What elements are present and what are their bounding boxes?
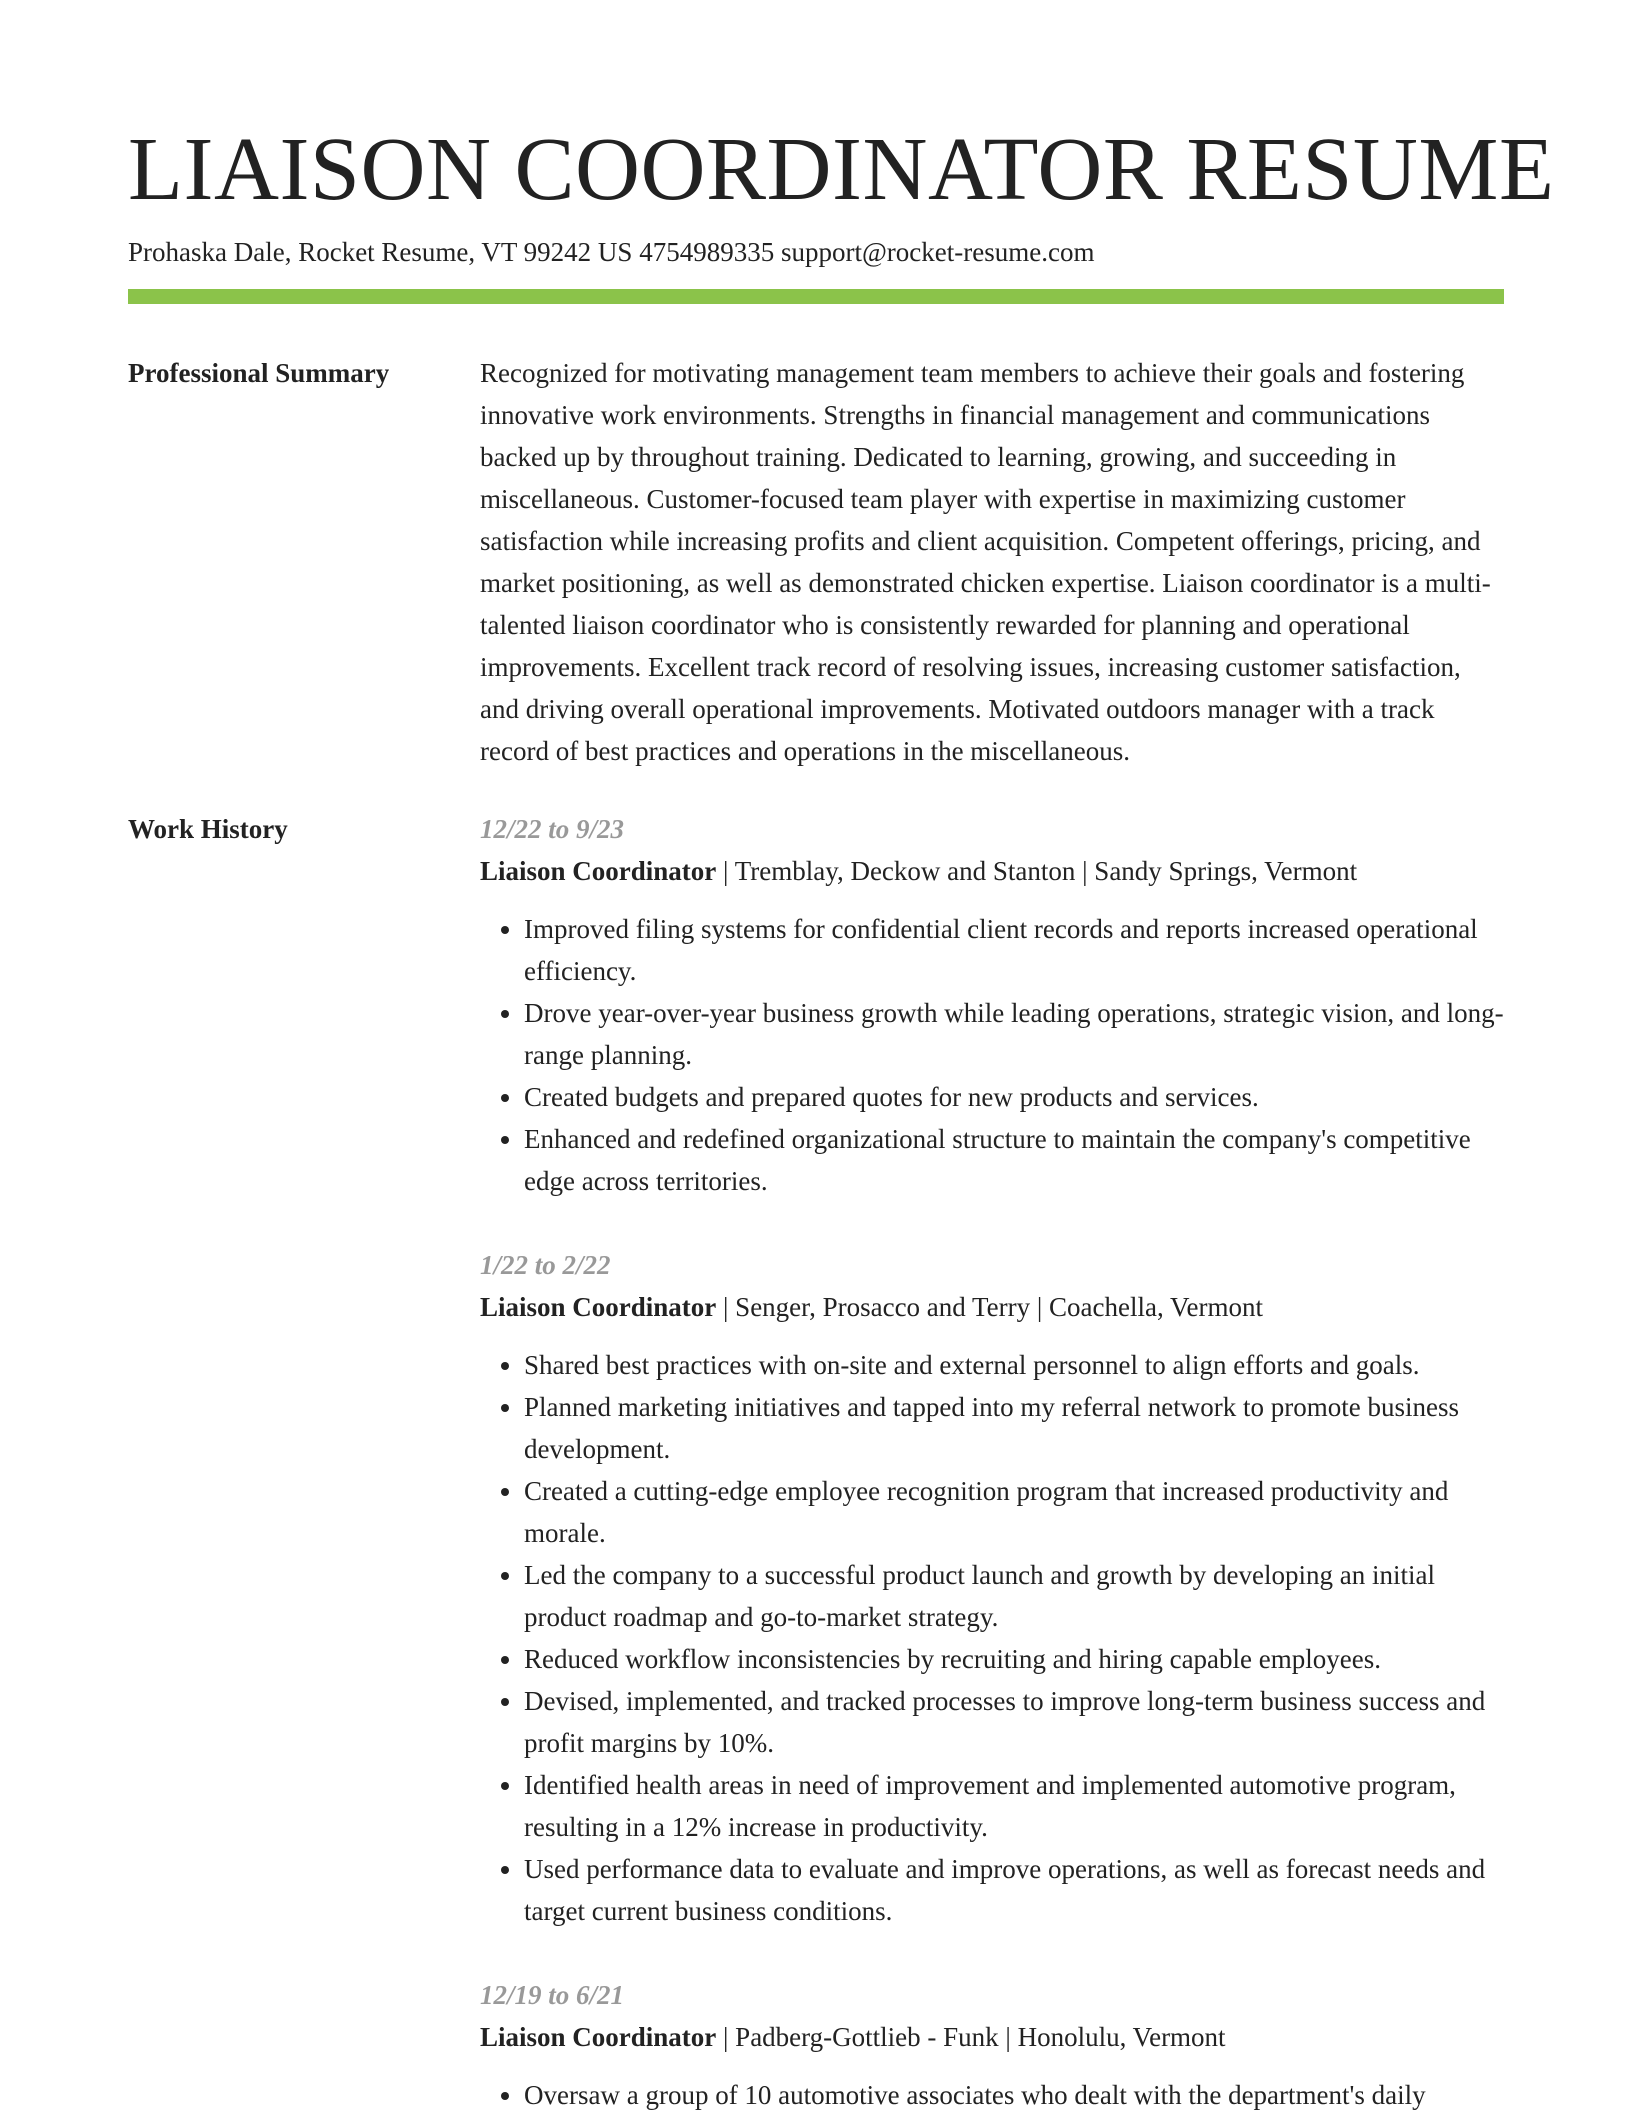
- job-bullet: • Used performance data to evaluate and improve operations, as well as forecast needs and target current business conditions.: [524, 1848, 1504, 1932]
- job-bullet: • Improved filing systems for confidential client records and reports increased operational efficiency.: [524, 908, 1504, 992]
- job-entry: [480, 1974, 1504, 2116]
- accent-rule: [128, 289, 1504, 304]
- resume-title: LIAISON COORDINATOR RESUME: [128, 120, 1555, 219]
- summary-label: Professional Summary: [128, 358, 390, 388]
- work-history-label: Work History: [128, 814, 288, 844]
- job-bullet: • Oversaw a group of 10 automotive associates who dealt with the department's daily: [524, 2074, 1504, 2116]
- job-bullets: [480, 1344, 1504, 1932]
- job-bullets: [480, 2074, 1504, 2116]
- job-employer-location: | Tremblay, Deckow and Stanton | Sandy Springs, Vermont: [716, 856, 1358, 886]
- job-bullets: [480, 908, 1504, 1202]
- job-title: Liaison Coordinator: [480, 2022, 717, 2052]
- job-bullet: • Enhanced and redefined organizational structure to maintain the company's competitive edge across territories.: [524, 1118, 1504, 1202]
- job-title: Liaison Coordinator: [480, 856, 717, 886]
- job-heading: [480, 850, 1504, 892]
- resume-page: [128, 118, 1555, 2116]
- contact-line: Prohaska Dale, Rocket Resume, VT 99242 US 4754989335 support@rocket-resume.com: [128, 237, 1095, 267]
- work-history-body: [480, 808, 1504, 2116]
- job-bullet: • Devised, implemented, and tracked processes to improve long-term business success and profit margins by 10%.: [524, 1680, 1504, 1764]
- job-bullet: • Shared best practices with on-site and external personnel to align efforts and goals.: [524, 1344, 1504, 1386]
- job-bullet: • Identified health areas in need of improvement and implemented automotive program, resulting in a 12% increase in productivity.: [524, 1764, 1504, 1848]
- job-heading: [480, 1286, 1504, 1328]
- job-heading: [480, 2016, 1504, 2058]
- summary-body: [480, 352, 1504, 772]
- job-dates: 12/22 to 9/23: [480, 814, 625, 844]
- job-employer-location: | Senger, Prosacco and Terry | Coachella, Vermont: [716, 1292, 1263, 1322]
- job-bullet: • Created a cutting-edge employee recognition program that increased productivity and morale.: [524, 1470, 1504, 1554]
- job-title: Liaison Coordinator: [480, 1292, 717, 1322]
- job-dates: 1/22 to 2/22: [480, 1250, 611, 1280]
- summary-text: Recognized for motivating management team members to achieve their goals and fostering innovative work environments. Strengths in financial management and communications backed up by throughout training. Dedicated to learning, growing, and succeeding in miscellaneous. Customer-focused team player with expertise in maximizing customer satisfaction while increasing profits and client acquisition. Competent offerings, pricing, and market positioning, as well as demonstrated chicken expertise. Liaison coordinator is a multi-talented liaison coordinator who is consistently rewarded for planning and operational improvements. Excellent track record of resolving issues, increasing customer satisfaction, and driving overall operational improvements. Motivated outdoors manager with a track record of best practices and operations in the miscellaneous.: [480, 358, 1491, 766]
- job-entry: [480, 808, 1504, 1202]
- summary-section: [128, 352, 1504, 772]
- job-bullet: • Created budgets and prepared quotes for new products and services.: [524, 1076, 1504, 1118]
- work-history-section: [128, 808, 1504, 2116]
- job-bullet: • Led the company to a successful product launch and growth by developing an initial product roadmap and go-to-market strategy.: [524, 1554, 1504, 1638]
- job-entry: [480, 1244, 1504, 1932]
- job-bullet: • Planned marketing initiatives and tapped into my referral network to promote business development.: [524, 1386, 1504, 1470]
- job-bullet: • Reduced workflow inconsistencies by recruiting and hiring capable employees.: [524, 1638, 1504, 1680]
- job-employer-location: | Padberg-Gottlieb - Funk | Honolulu, Vermont: [716, 2022, 1226, 2052]
- job-dates: 12/19 to 6/21: [480, 1980, 625, 2010]
- job-bullet: • Drove year-over-year business growth while leading operations, strategic vision, and long-range planning.: [524, 992, 1504, 1076]
